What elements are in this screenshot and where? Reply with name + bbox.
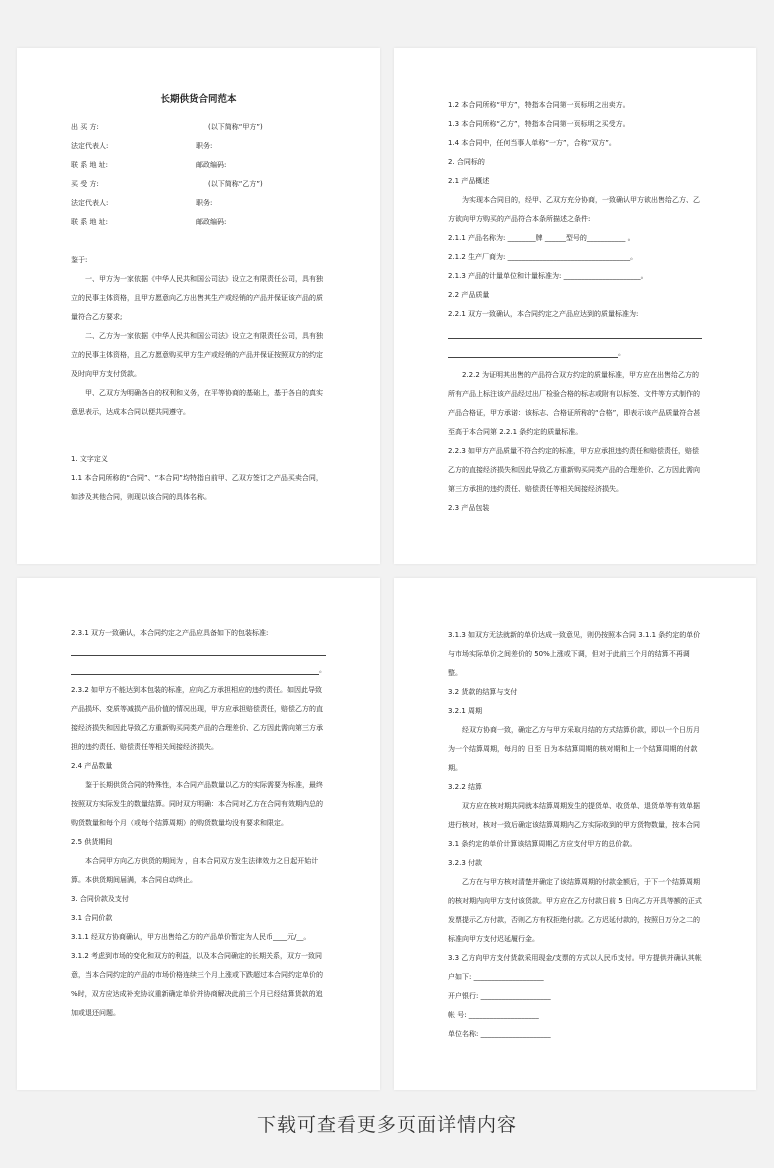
clause-2-2-2: 2.2.2 为证明其出售的产品符合双方约定的质量标准，甲方应在出售给乙方的所有产品上标注该产品经过出厂检验合格的标志或附有以标签、文件等方式制作的产品合格证，甲方承诺：该标志、合格证所称的“合格”，即表示该产品质量符合甚至高于本合同第 2.2.1 条约定的质量标准。 xyxy=(448,371,701,436)
page-3-content xyxy=(71,624,326,1023)
party-value: 邮政编码: xyxy=(196,218,227,226)
fill-in-line-row xyxy=(71,664,326,675)
party-label: 法定代表人: xyxy=(71,142,109,150)
contract-title: 长期供货合同范本 xyxy=(160,94,237,105)
party-value: 职务: xyxy=(196,142,213,150)
clause-2-1-2: 2.1.2 生产厂商为: ___________________________________。 xyxy=(448,253,638,261)
section-3-2-heading: 3.2 货款的结算与支付 xyxy=(448,688,518,696)
bank-field: 开户银行: ____________________ xyxy=(448,992,551,1000)
party-row xyxy=(71,156,326,175)
fill-in-line xyxy=(71,645,326,656)
section-1-heading: 1. 文字定义 xyxy=(71,455,108,463)
section-2-4-heading: 2.4 产品数量 xyxy=(71,762,113,770)
section-3-2-1-heading: 3.2.1 周期 xyxy=(448,707,483,715)
clause-3-1-2: 3.1.2 考虑到市场的变化和双方的利益，以及本合同确定的长期关系，双方一致同意，当本合同约定的产品的市场价格连续三个月上涨或下跌超过本合同约定单价的 %时，双方应达成补充协议重新确定单价并协商解决此前三个月已经结算货款的追加或退还问题。 xyxy=(71,952,323,1017)
clause-3-2-2: 双方应在核对期共同就本结算周期发生的提货单、收货单、退货单等有效单据进行核对，核对一致后确定该结算周期内乙方实际收到的甲方货物数量，按本合同 3.1 条约定的单价计算该结算周期乙方应支付甲方的总价款。 xyxy=(448,802,700,848)
clause-1-4: 1.4 本合同中，任何当事人单称“一方”，合称“双方”。 xyxy=(448,139,616,147)
section-3-1-heading: 3.1 合同价款 xyxy=(71,914,113,922)
clause-1-2: 1.2 本合同所称“甲方”，特指本合同第一页标明之出卖方。 xyxy=(448,101,630,109)
clause-2-2-1: 2.2.1 双方一致确认，本合同约定之产品应达到的质量标准为: xyxy=(448,310,639,318)
clause-2-1-3: 2.1.3 产品的计量单位和计量标准为: ______________________。 xyxy=(448,272,648,280)
fill-in-end-mark: 。 xyxy=(319,666,326,674)
party-label: 联 系 地 址: xyxy=(71,218,109,226)
clause-1-1: 1.1 本合同所称的“合同”、“本合同”均特指自前甲、乙双方签订之产品买卖合同，如涉及其他合同，则现以该合同的具体名称。 xyxy=(71,474,323,501)
clause-1-3: 1.3 本合同所称“乙方”，特指本合同第一页标明之买受方。 xyxy=(448,120,630,128)
clause-2-1-1: 2.1.1 产品名称为: ________牌 ______型号的___________ 。 xyxy=(448,234,635,242)
party-label: 法定代表人: xyxy=(71,199,109,207)
clause-3-2-3: 乙方在与甲方核对清楚并确定了该结算周期的付款金额后，于下一个结算周期的核对期内向甲方支付该货款。甲方应在乙方付款日前 5 日向乙方开具等额的正式发票提示乙方付款，否则乙方有权拒绝付款。乙方迟延付款的，按照日万分之二的标准向甲方支付迟延履行金。 xyxy=(448,878,702,943)
clause-2-1: 为实现本合同目的，经甲、乙双方充分协商，一致确认甲方欲出售给乙方、乙方欲向甲方购买的产品符合本条所描述之条件: xyxy=(448,196,700,223)
recital-2: 二、乙方为一家依据《中华人民共和国公司法》设立之有限责任公司，具有独立的民事主体资格，且乙方愿意购买甲方生产或经销的产品并保证按照双方的约定及时向甲方支付货款。 xyxy=(71,332,323,378)
section-2-3-heading: 2.3 产品包装 xyxy=(448,504,490,512)
party-row xyxy=(71,194,326,213)
recital-1: 一、甲方为一家依据《中华人民共和国公司法》设立之有限责任公司，具有独立的民事主体资格，且甲方愿意向乙方出售其生产或经销的产品并保证该产品的质量符合乙方要求; xyxy=(71,275,323,321)
party-label: 联 系 地 址: xyxy=(71,161,109,169)
section-2-1-heading: 2.1 产品概述 xyxy=(448,177,490,185)
document-page-2 xyxy=(394,48,756,564)
document-page-3 xyxy=(17,578,380,1090)
clause-2-3-1: 2.3.1 双方一致确认，本合同约定之产品应具备如下的包装标准: xyxy=(71,629,269,637)
section-3-2-2-heading: 3.2.2 结算 xyxy=(448,783,483,791)
clause-3-1-3: 3.1.3 如双方无法就新的单价达成一致意见，则仍按照本合同 3.1.1 条约定的单价与市场实际单价之间差价的 50%上涨或下调，但对于此前三个月的结算不再调整。 xyxy=(448,631,701,677)
section-2-heading: 2. 合同标的 xyxy=(448,158,485,166)
page-1-content xyxy=(71,94,326,507)
clause-3-3: 3.3 乙方向甲方支付货款采用现金/支票的方式以人民币支付。甲方提供并确认其帐户如下: ____________________ xyxy=(448,954,702,981)
party-label: 买 受 方: xyxy=(71,180,99,188)
fill-in-end-mark: 。 xyxy=(618,349,625,357)
clause-2-3-2: 2.3.2 如甲方不能达到本包装的标准，应向乙方承担相应的违约责任。如因此导致产品损坏、变质等减损产品价值的情况出现，甲方应承担赔偿责任，赔偿乙方的直接经济损失和因此导致乙方重新购买同类产品的合理差价、乙方因此需向第三方承担的违约责任、赔偿责任等相关间接经济损失。 xyxy=(71,686,323,751)
clause-3-1-1: 3.1.1 经双方协商确认，甲方出售给乙方的产品单价暂定为人民币____元/__。 xyxy=(71,933,311,941)
unit-name-field: 单位名称: ____________________ xyxy=(448,1030,551,1038)
fill-in-line xyxy=(71,664,319,675)
download-prompt[interactable]: 下载可查看更多页面详情内容 xyxy=(256,1114,517,1136)
clause-2-5: 本合同甲方向乙方供货的期间为 ，自本合同双方发生法律效力之日起开始计算。本供货期间届满，本合同自动终止。 xyxy=(71,857,319,884)
spacer xyxy=(71,232,326,251)
section-2-2-heading: 2.2 产品质量 xyxy=(448,291,490,299)
section-3-heading: 3. 合同价款及支付 xyxy=(71,895,129,903)
party-value: 邮政编码: xyxy=(196,161,227,169)
section-2-5-heading: 2.5 供货期间 xyxy=(71,838,113,846)
page-2-content xyxy=(448,96,702,518)
account-field: 帐 号: ____________________ xyxy=(448,1011,539,1019)
party-value: 职务: xyxy=(196,199,213,207)
page-4-content xyxy=(448,626,702,1044)
party-buyer-row xyxy=(71,175,326,194)
party-value: (以下简称“乙方”) xyxy=(208,180,263,188)
whereas-heading: 鉴于: xyxy=(71,256,88,264)
document-page-4 xyxy=(394,578,756,1090)
fill-in-line xyxy=(448,347,618,358)
section-3-2-3-heading: 3.2.3 付款 xyxy=(448,859,483,867)
party-label: 出 买 方: xyxy=(71,123,99,131)
clause-3-2-1: 经双方协商一致，确定乙方与甲方采取月结的方式结算价款，即以一个日历月为一个结算周期，每月的 日至 日为本结算周期的核对期和上一个结算周期的付款期。 xyxy=(448,726,700,772)
clause-2-2-3: 2.2.3 如甲方产品质量不符合约定的标准，甲方应承担违约责任和赔偿责任，赔偿乙方的直接经济损失和因此导致乙方重新购买同类产品的合理差价、乙方因此需向第三方承担的违约责任、赔偿责任等相关间接经济损失。 xyxy=(448,447,700,493)
party-row xyxy=(71,137,326,156)
document-page-1 xyxy=(17,48,380,564)
party-value: (以下简称“甲方”) xyxy=(208,123,263,131)
clause-2-4: 鉴于长期供货合同的特殊性，本合同产品数量以乙方的实际需要为标准，最终按照双方实际发生的数量结算。同时双方明确：本合同对乙方在合同有效期内总的购货数量和每个月（或每个结算周期）的购货数量均没有要求和限定。 xyxy=(71,781,323,827)
party-row xyxy=(71,213,326,232)
recital-3: 甲、乙双方为明确各自的权利和义务，在平等协商的基础上，基于各自的真实意思表示，达成本合同以便共同遵守。 xyxy=(71,389,323,416)
fill-in-line xyxy=(448,328,702,339)
fill-in-line-row xyxy=(448,347,702,358)
spacer xyxy=(71,422,326,450)
party-seller-row xyxy=(71,118,326,137)
